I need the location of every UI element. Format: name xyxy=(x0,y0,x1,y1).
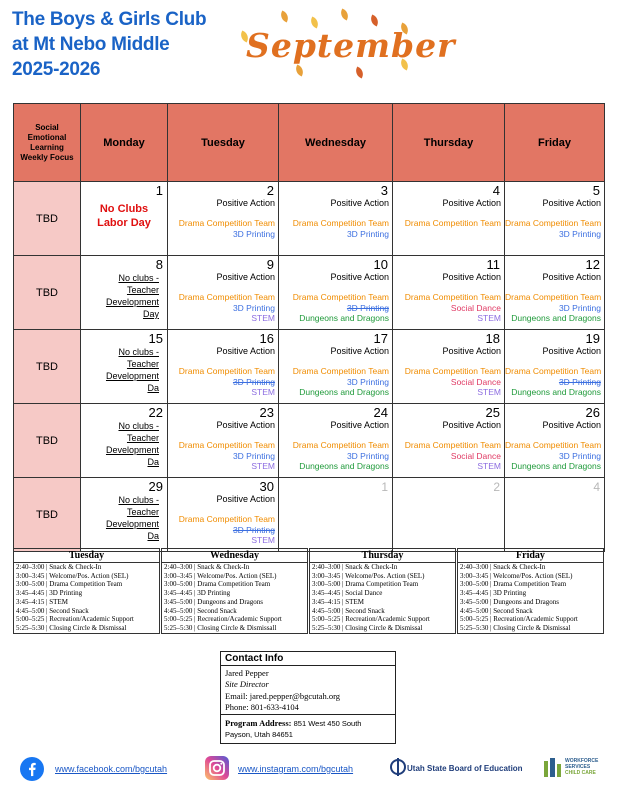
activity-item: 3D Printing xyxy=(346,376,389,387)
contact-name: Jared Pepper xyxy=(225,668,269,678)
activity-item: 3D Printing xyxy=(558,376,601,387)
title-line: at Mt Nebo Middle xyxy=(12,34,170,55)
day-cell xyxy=(505,182,605,256)
schedule-row: 3:00–3:45 | Welcome/Pos. Action (SEL) xyxy=(460,571,573,580)
schedule-row: 3:45–5:00 | Dungeons and Dragons xyxy=(460,597,560,606)
day-cell xyxy=(81,330,168,404)
activity-item: Drama Competition Team xyxy=(178,514,275,524)
day-cell xyxy=(505,330,605,404)
activity-item: Social Dance xyxy=(450,302,501,313)
no-club-text: No clubs - xyxy=(118,347,159,357)
activity-item: Drama Competition Team xyxy=(505,366,602,376)
positive-action-label: Positive Action xyxy=(542,346,601,356)
no-club-text: Teacher xyxy=(126,507,159,517)
leaf-icon xyxy=(294,65,306,77)
address-label: Program Address: xyxy=(225,718,292,728)
schedule-row: 5:25–5:30 | Closing Circle & Dismissal xyxy=(460,623,571,632)
activity-item: Drama Competition Team xyxy=(505,440,602,450)
schedule-row: 3:45–4:45 | Social Dance xyxy=(312,589,383,598)
title-line: The Boys & Girls Club xyxy=(12,9,207,30)
day-number: 18 xyxy=(485,331,500,346)
schedule-box xyxy=(13,548,160,634)
activity-item: 3D Printing xyxy=(558,302,601,313)
schedule-box xyxy=(161,548,308,634)
schedule-row: 5:00–5:25 | Recreation/Academic Support xyxy=(16,615,134,624)
facebook-icon[interactable] xyxy=(20,757,44,781)
schedule-row: 3:00–3:45 | Welcome/Pos. Action (SEL) xyxy=(164,571,277,580)
sel-focus-cell: TBD xyxy=(14,404,81,478)
dws-line: WORKFORCE xyxy=(565,758,599,764)
activity-item: Drama Competition Team xyxy=(404,292,501,302)
activity-item: STEM xyxy=(477,313,501,323)
day-number: 25 xyxy=(485,405,500,420)
schedule-row: 3:45–4:45 | 3D Printing xyxy=(460,589,527,598)
day-number: 8 xyxy=(155,257,163,272)
schedule-day-heading: Tuesday xyxy=(14,549,159,563)
day-number: 10 xyxy=(373,257,388,272)
schedule-row: 4:45–5:00 | Second Snack xyxy=(460,606,533,615)
instagram-link[interactable]: www.instagram.com/bgcutah xyxy=(238,764,354,774)
column-header-day: Thursday xyxy=(393,104,505,182)
no-club-text: No clubs - xyxy=(118,421,159,431)
no-club-text: Development xyxy=(105,371,159,381)
day-number: 1 xyxy=(155,183,163,198)
day-number: 5 xyxy=(592,183,600,198)
activity-item: Drama Competition Team xyxy=(292,440,389,450)
day-cell xyxy=(168,478,279,552)
leaf-icon xyxy=(339,9,351,21)
activity-item: 3D Printing xyxy=(232,524,275,535)
schedule-day-heading: Friday xyxy=(458,549,603,563)
activity-item: 3D Printing xyxy=(346,302,389,313)
schedule-row: 3:45–5:00 | Dungeons and Dragons xyxy=(164,597,264,606)
activity-item: STEM xyxy=(251,313,275,323)
sel-focus-cell: TBD xyxy=(14,182,81,256)
schedule-row: 3:00–5:00 | Drama Competition Team xyxy=(16,580,123,589)
activity-item: STEM xyxy=(477,461,501,471)
holiday-text: Labor Day xyxy=(97,217,151,229)
activity-item: 3D Printing xyxy=(558,228,601,239)
day-cell xyxy=(505,404,605,478)
day-cell xyxy=(81,182,168,256)
usbe-logo-icon xyxy=(390,757,406,777)
positive-action-label: Positive Action xyxy=(216,272,275,282)
schedule-row: 5:00–5:25 | Recreation/Academic Support xyxy=(460,615,578,624)
schedule-box xyxy=(457,548,604,634)
address-line2: Payson, Utah 84651 xyxy=(225,729,293,739)
week-row xyxy=(14,182,605,256)
schedule-row: 5:25–5:30 | Closing Circle & Dismissall xyxy=(164,623,277,632)
no-club-text: Development xyxy=(105,297,159,307)
positive-action-label: Positive Action xyxy=(442,198,501,208)
day-cell xyxy=(393,256,505,330)
positive-action-label: Positive Action xyxy=(330,420,389,430)
day-cell xyxy=(81,404,168,478)
calendar-table xyxy=(13,103,605,552)
day-cell xyxy=(81,478,168,552)
positive-action-label: Positive Action xyxy=(542,272,601,282)
activity-item: Drama Competition Team xyxy=(178,366,275,376)
no-club-text: Teacher xyxy=(126,285,159,295)
address-line1: 851 West 450 South xyxy=(293,719,362,728)
no-club-text: Teacher xyxy=(126,433,159,443)
holiday-text: No Clubs xyxy=(99,203,149,215)
contact-info xyxy=(220,651,396,744)
activity-item: Drama Competition Team xyxy=(505,292,602,302)
no-club-text: Day xyxy=(142,309,159,319)
day-number: 22 xyxy=(148,405,163,420)
leaf-icon xyxy=(369,15,381,27)
page-title xyxy=(12,7,206,82)
day-cell xyxy=(279,256,393,330)
leaf-icon xyxy=(354,67,366,79)
activity-item: 3D Printing xyxy=(346,228,389,239)
day-cell xyxy=(505,256,605,330)
positive-action-label: Positive Action xyxy=(330,272,389,282)
schedule-row: 2:40–3:00 | Snack & Check-In xyxy=(164,563,250,571)
month-banner xyxy=(240,10,456,80)
activity-item: 3D Printing xyxy=(232,228,275,239)
positive-action-label: Positive Action xyxy=(216,198,275,208)
day-number: 19 xyxy=(585,331,600,346)
dws-logo-icon xyxy=(543,757,563,779)
sel-focus-cell: TBD xyxy=(14,330,81,404)
schedule-row: 4:45–5:00 | Second Snack xyxy=(164,606,237,615)
day-number: 12 xyxy=(585,257,600,272)
day-number: 26 xyxy=(585,405,600,420)
day-number: 29 xyxy=(148,479,163,494)
schedule-row: 3:45–4:15 | STEM xyxy=(312,597,364,606)
instagram-icon[interactable] xyxy=(205,756,229,780)
week-row xyxy=(14,404,605,478)
activity-item: 3D Printing xyxy=(232,450,275,461)
positive-action-label: Positive Action xyxy=(442,420,501,430)
positive-action-label: Positive Action xyxy=(442,272,501,282)
column-header-day: Tuesday xyxy=(168,104,279,182)
column-header-day: Friday xyxy=(505,104,605,182)
positive-action-label: Positive Action xyxy=(216,494,275,504)
schedule-row: 5:00–5:25 | Recreation/Academic Support xyxy=(312,615,430,624)
positive-action-label: Positive Action xyxy=(330,346,389,356)
positive-action-label: Positive Action xyxy=(216,346,275,356)
day-number: 3 xyxy=(380,183,388,198)
activity-item: Drama Competition Team xyxy=(404,366,501,376)
activity-item: Drama Competition Team xyxy=(505,218,602,228)
schedule-row: 3:00–5:00 | Drama Competition Team xyxy=(460,580,567,589)
positive-action-label: Positive Action xyxy=(216,420,275,430)
usbe-text: Utah State Board of Education xyxy=(407,764,523,773)
positive-action-label: Positive Action xyxy=(542,198,601,208)
column-header-day: Wednesday xyxy=(279,104,393,182)
activity-item: STEM xyxy=(251,461,275,471)
no-club-text: Da xyxy=(147,383,159,393)
day-cell xyxy=(279,330,393,404)
day-cell xyxy=(393,478,505,552)
day-cell xyxy=(393,404,505,478)
day-cell xyxy=(168,182,279,256)
activity-item: Dungeons and Dragons xyxy=(299,387,389,397)
no-club-text: Da xyxy=(147,457,159,467)
month-title: September xyxy=(246,26,456,65)
schedule-row: 3:45–4:45 | 3D Printing xyxy=(16,589,83,598)
schedule-day-heading: Wednesday xyxy=(162,549,307,563)
facebook-link[interactable]: www.facebook.com/bgcutah xyxy=(55,764,168,774)
activity-item: Dungeons and Dragons xyxy=(511,313,601,323)
day-number: 9 xyxy=(266,257,274,272)
schedule-row: 3:00–5:00 | Drama Competition Team xyxy=(164,580,271,589)
day-number: 2 xyxy=(266,183,274,198)
sel-focus-cell: TBD xyxy=(14,478,81,552)
activity-item: Drama Competition Team xyxy=(178,218,275,228)
schedule-row: 3:00–5:00 | Drama Competition Team xyxy=(312,580,419,589)
activity-item: Dungeons and Dragons xyxy=(511,387,601,397)
positive-action-label: Positive Action xyxy=(442,346,501,356)
schedule-row: 5:25–5:30 | Closing Circle & Dismissal xyxy=(312,623,423,632)
day-number: 30 xyxy=(259,479,274,494)
dws-text xyxy=(565,758,598,776)
day-cell xyxy=(279,404,393,478)
day-number: 2 xyxy=(493,480,500,494)
schedule-row: 2:40–3:00 | Snack & Check-In xyxy=(460,563,546,571)
day-number: 23 xyxy=(259,405,274,420)
day-cell xyxy=(81,256,168,330)
day-number: 24 xyxy=(373,405,388,420)
activity-item: STEM xyxy=(251,535,275,545)
day-number: 15 xyxy=(148,331,163,346)
leaf-icon xyxy=(279,11,291,23)
schedule-row: 4:45–5:00 | Second Snack xyxy=(16,606,89,615)
dws-line: SERVICES xyxy=(565,764,591,770)
activity-item: STEM xyxy=(251,387,275,397)
activity-item: Drama Competition Team xyxy=(292,292,389,302)
activity-item: 3D Printing xyxy=(346,450,389,461)
no-club-text: No clubs - xyxy=(118,273,159,283)
schedule-row: 2:40–3:00 | Snack & Check-In xyxy=(16,563,102,571)
activity-item: STEM xyxy=(477,387,501,397)
contact-role: Site Director xyxy=(225,678,269,689)
column-header-sel-focus: Social Emotional Learning Weekly Focus xyxy=(14,104,81,182)
activity-item: Drama Competition Team xyxy=(178,292,275,302)
title-line: 2025-2026 xyxy=(12,59,101,80)
day-number: 4 xyxy=(492,183,500,198)
day-cell xyxy=(279,182,393,256)
day-cell xyxy=(168,404,279,478)
positive-action-label: Positive Action xyxy=(330,198,389,208)
activity-item: 3D Printing xyxy=(232,376,275,387)
no-club-text: Development xyxy=(105,519,159,529)
contact-email[interactable]: Email: jared.pepper@bgcutah.org xyxy=(225,691,341,701)
activity-item: Drama Competition Team xyxy=(404,440,501,450)
activity-item: Dungeons and Dragons xyxy=(299,461,389,471)
column-header-day: Monday xyxy=(81,104,168,182)
week-row xyxy=(14,330,605,404)
day-cell xyxy=(505,478,605,552)
activity-item: Drama Competition Team xyxy=(178,440,275,450)
day-number: 16 xyxy=(259,331,274,346)
schedule-row: 3:45–4:15 | STEM xyxy=(16,597,68,606)
activity-item: Drama Competition Team xyxy=(404,218,501,228)
day-cell xyxy=(279,478,393,552)
activity-item: Social Dance xyxy=(450,450,501,461)
no-club-text: Development xyxy=(105,445,159,455)
schedule-row: 2:40–3:00 | Snack & Check-In xyxy=(312,563,398,571)
activity-item: Social Dance xyxy=(450,376,501,387)
day-number: 17 xyxy=(373,331,388,346)
schedule-row: 4:45–5:00 | Second Snack xyxy=(312,606,385,615)
day-number: 4 xyxy=(593,480,600,494)
day-number: 1 xyxy=(381,480,388,494)
activity-item: Drama Competition Team xyxy=(292,366,389,376)
activity-item: Dungeons and Dragons xyxy=(299,313,389,323)
dws-line: CHILD CARE xyxy=(565,770,596,776)
week-row xyxy=(14,478,605,552)
no-club-text: No clubs - xyxy=(118,495,159,505)
schedule-box xyxy=(309,548,456,634)
no-club-text: Da xyxy=(147,531,159,541)
day-cell xyxy=(393,182,505,256)
week-row xyxy=(14,256,605,330)
schedule-row: 3:00–3:45 | Welcome/Pos. Action (SEL) xyxy=(312,571,425,580)
schedule-row: 3:00–3:45 | Welcome/Pos. Action (SEL) xyxy=(16,571,129,580)
activity-item: Drama Competition Team xyxy=(292,218,389,228)
contact-divider xyxy=(221,714,395,715)
schedule-row: 5:25–5:30 | Closing Circle & Dismissal xyxy=(16,623,127,632)
day-cell xyxy=(393,330,505,404)
positive-action-label: Positive Action xyxy=(542,420,601,430)
schedule-row: 3:45–4:45 | 3D Printing xyxy=(164,589,231,598)
sel-focus-cell: TBD xyxy=(14,256,81,330)
activity-item: Dungeons and Dragons xyxy=(511,461,601,471)
activity-item: 3D Printing xyxy=(232,302,275,313)
no-club-text: Teacher xyxy=(126,359,159,369)
activity-item: 3D Printing xyxy=(558,450,601,461)
day-cell xyxy=(168,330,279,404)
day-number: 11 xyxy=(486,257,500,272)
schedule-day-heading: Thursday xyxy=(310,549,455,563)
contact-phone: Phone: 801-633-4104 xyxy=(225,701,299,712)
contact-heading: Contact Info xyxy=(221,652,395,666)
schedule-row: 5:00–5:25 | Recreation/Academic Support xyxy=(164,615,282,624)
day-cell xyxy=(168,256,279,330)
